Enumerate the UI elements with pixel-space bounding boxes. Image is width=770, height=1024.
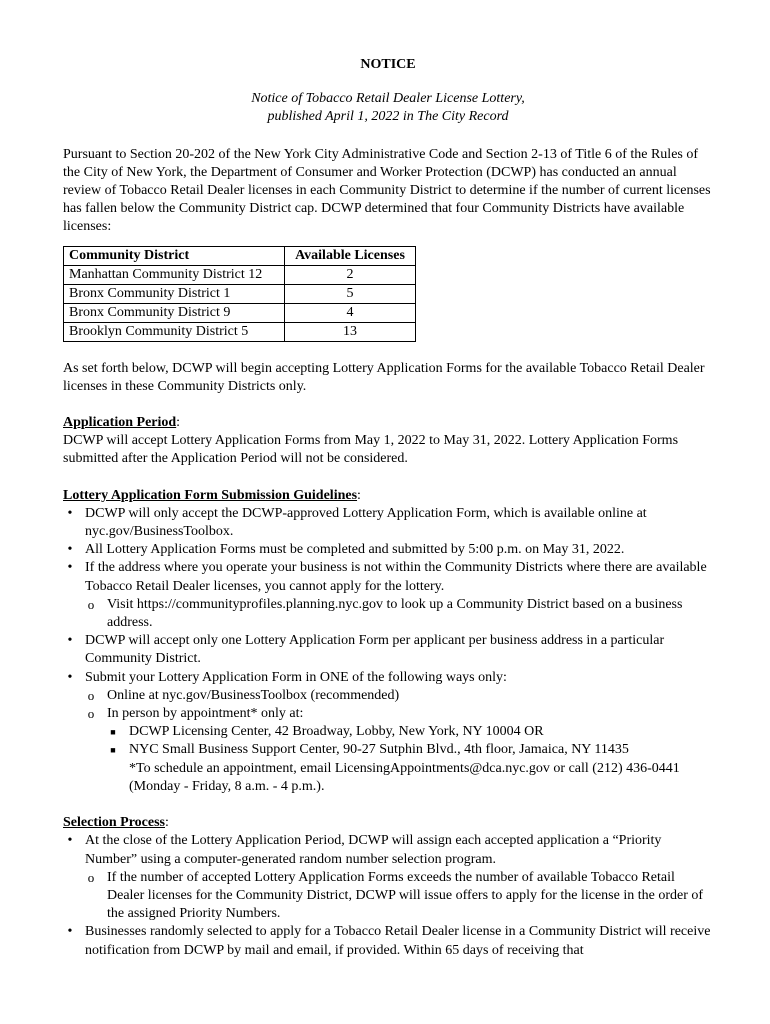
list-item: • If the address where you operate your business is not within the Community Districts where there are available Tobacco Retail Dealer licenses, you cannot apply for the lottery. o Visit https://communityprofiles.planning.nyc.gov to look up a Community District based on a business address. — [63, 559, 713, 632]
list-item: ■ DCWP Licensing Center, 42 Broadway, Lobby, New York, NY 10004 OR — [107, 723, 713, 741]
table-cell-district: Manhattan Community District 12 — [64, 265, 285, 284]
appointment-note: *To schedule an appointment, email LicensingAppointments@dca.nyc.gov or call (212) 436-0441 (Monday - Friday, 8 a.m. - 4 p.m.). — [129, 760, 680, 794]
bullet-icon: • — [67, 560, 73, 576]
bullet-icon: • — [67, 669, 73, 685]
list-item: • DCWP will only accept the DCWP-approved Lottery Application Form, which is available online at nyc.gov/BusinessToolbox. — [63, 505, 713, 541]
sub-sub-list — [107, 723, 713, 759]
selection-process-section: Selection Process: • At the close of the Lottery Application Period, DCWP will assign each accepted application a “Priority Number” using a computer-generated random number selection program. o If the number of accepted Lottery Application Forms exceeds the number of available Tobacco Retail Dealer licenses for the Community District, DCWP will issue offers to apply for the license in the order of the assigned Priority Numbers. • Businesses randomly selected to apply for a Tobacco Retail Dealer license in a Community District will receive notification from DCWP by mail and email, if provided. Within 65 days of receiving that — [63, 814, 713, 960]
table-header-row — [64, 246, 416, 265]
application-period-heading: Application Period — [63, 415, 177, 431]
application-period-section: Application Period: DCWP will accept Lottery Application Forms from May 1, 2022 to May 31, 2022. Lottery Application Forms submitted after the Application Period will not be considered. — [63, 414, 713, 469]
sub-list — [85, 869, 713, 924]
table-row — [64, 265, 416, 284]
bullet-icon: • — [67, 833, 73, 849]
selection-process-heading: Selection Process — [63, 815, 165, 831]
list-item: • DCWP will accept only one Lottery Application Form per applicant per business address in a particular Community District. — [63, 632, 713, 668]
bullet-icon: • — [67, 542, 73, 558]
square-bullet-icon: ■ — [110, 727, 116, 738]
scope-paragraph: As set forth below, DCWP will begin accepting Lottery Application Forms for the available Tobacco Retail Dealer licenses in these Community Districts only. — [63, 360, 705, 394]
guidelines-section: Lottery Application Form Submission Guidelines: • DCWP will only accept the DCWP-approved Lottery Application Form, which is available online at nyc.gov/BusinessToolbox. • All Lottery Application Forms must be completed and submitted by 5:00 p.m. on May 31, 2022. • If the address where you operate your business is not within the Community Districts where there are available Tobacco Retail Dealer licenses, you cannot apply for the lottery. o Visit https://communityprofiles.planning.nyc.gov to look up a Community District based on a business address. • DCWP will accept only one Lottery Application Form per applicant per business address in a particular Community District. • Submit your Lottery Application Form in ONE of the following ways only: o Online at nyc.gov/BusinessToolbox (recommended) o In person by appointment* only at: ■ DCWP Licensing Center, 42 Broadway, Lobby, New York, NY 10004 OR ■ NYC Small Business Support Center, 90-27 Sutphin Blvd., 4th floor, Jamaica, NY 11435 *To schedule an appointment, email LicensingAppointments@dca.nyc.gov or call (212) 436-0441 (Monday - Friday, 8 a.m. - 4 p.m.). — [63, 487, 713, 796]
sub-list — [85, 687, 713, 796]
table-cell-count: 13 — [285, 322, 416, 341]
list-item: • Businesses randomly selected to apply for a Tobacco Retail Dealer license in a Community District will receive notification from DCWP by mail and email, if provided. Within 65 days of receiving that — [63, 923, 713, 959]
guidelines-list — [63, 505, 713, 796]
notice-subtitle — [63, 90, 713, 126]
table-row — [64, 322, 416, 341]
sub-list — [85, 596, 713, 632]
circle-bullet-icon: o — [87, 596, 95, 612]
table-cell-district: Bronx Community District 1 — [64, 284, 285, 303]
list-item: o In person by appointment* only at: ■ DCWP Licensing Center, 42 Broadway, Lobby, New York, NY 10004 OR ■ NYC Small Business Support Center, 90-27 Sutphin Blvd., 4th floor, Jamaica, NY 11435 *To schedule an appointment, email LicensingAppointments@dca.nyc.gov or call (212) 436-0441 (Monday - Friday, 8 a.m. - 4 p.m.). — [85, 705, 713, 796]
available-licenses-table — [63, 246, 416, 342]
table-cell-count: 2 — [285, 265, 416, 284]
circle-bullet-icon: o — [87, 687, 95, 703]
subtitle-line-2: published April 1, 2022 in The City Record — [267, 109, 509, 125]
list-item: o If the number of accepted Lottery Application Forms exceeds the number of available Tobacco Retail Dealer licenses for the Community District, DCWP will issue offers to apply for the license in the order of the assigned Priority Numbers. — [85, 869, 713, 924]
list-item: • All Lottery Application Forms must be completed and submitted by 5:00 p.m. on May 31, 2022. — [63, 541, 713, 559]
table-cell-district: Bronx Community District 9 — [64, 303, 285, 322]
list-item: o Visit https://communityprofiles.planning.nyc.gov to look up a Community District based on a business address. — [85, 596, 713, 632]
document-body — [63, 56, 713, 960]
list-item: • Submit your Lottery Application Form in ONE of the following ways only: o Online at nyc.gov/BusinessToolbox (recommended) o In person by appointment* only at: ■ DCWP Licensing Center, 42 Broadway, Lobby, New York, NY 10004 OR ■ NYC Small Business Support Center, 90-27 Sutphin Blvd., 4th floor, Jamaica, NY 11435 *To schedule an appointment, email LicensingAppointments@dca.nyc.gov or call (212) 436-0441 (Monday - Friday, 8 a.m. - 4 p.m.). — [63, 669, 713, 796]
header-community-district: Community District — [64, 246, 285, 265]
application-period-text: DCWP will accept Lottery Application Forms from May 1, 2022 to May 31, 2022. Lottery Application Forms submitted after the Application Period will not be considered. — [63, 433, 679, 467]
circle-bullet-icon: o — [87, 869, 95, 885]
list-item: ■ NYC Small Business Support Center, 90-27 Sutphin Blvd., 4th floor, Jamaica, NY 11435 — [107, 741, 713, 759]
intro-paragraph: Pursuant to Section 20-202 of the New York City Administrative Code and Section 2-13 of Title 6 of the Rules of the City of New York, the Department of Consumer and Worker Protection (DCWP) has conducted an annual review of Tobacco Retail Dealer licenses in each Community District to determine if the number of current licenses has fallen below the Community District cap. DCWP determined that four Community Districts have available licenses: — [63, 146, 711, 235]
list-item: o Online at nyc.gov/BusinessToolbox (recommended) — [85, 687, 713, 705]
bullet-icon: • — [67, 924, 73, 940]
notice-title: NOTICE — [360, 57, 416, 72]
table-cell-district: Brooklyn Community District 5 — [64, 322, 285, 341]
square-bullet-icon: ■ — [110, 745, 116, 756]
guidelines-heading: Lottery Application Form Submission Guidelines — [63, 487, 358, 503]
table-row — [64, 303, 416, 322]
selection-list — [63, 832, 713, 959]
table-row — [64, 284, 416, 303]
table-cell-count: 4 — [285, 303, 416, 322]
bullet-icon: • — [67, 633, 73, 649]
subtitle-line-1: Notice of Tobacco Retail Dealer License Lottery, — [251, 91, 525, 107]
list-item: • At the close of the Lottery Application Period, DCWP will assign each accepted application a “Priority Number” using a computer-generated random number selection program. o If the number of accepted Lottery Application Forms exceeds the number of available Tobacco Retail Dealer licenses for the Community District, DCWP will issue offers to apply for the license in the order of the assigned Priority Numbers. — [63, 832, 713, 923]
table-cell-count: 5 — [285, 284, 416, 303]
header-available-licenses: Available Licenses — [285, 246, 416, 265]
circle-bullet-icon: o — [87, 706, 95, 722]
bullet-icon: • — [67, 505, 73, 521]
